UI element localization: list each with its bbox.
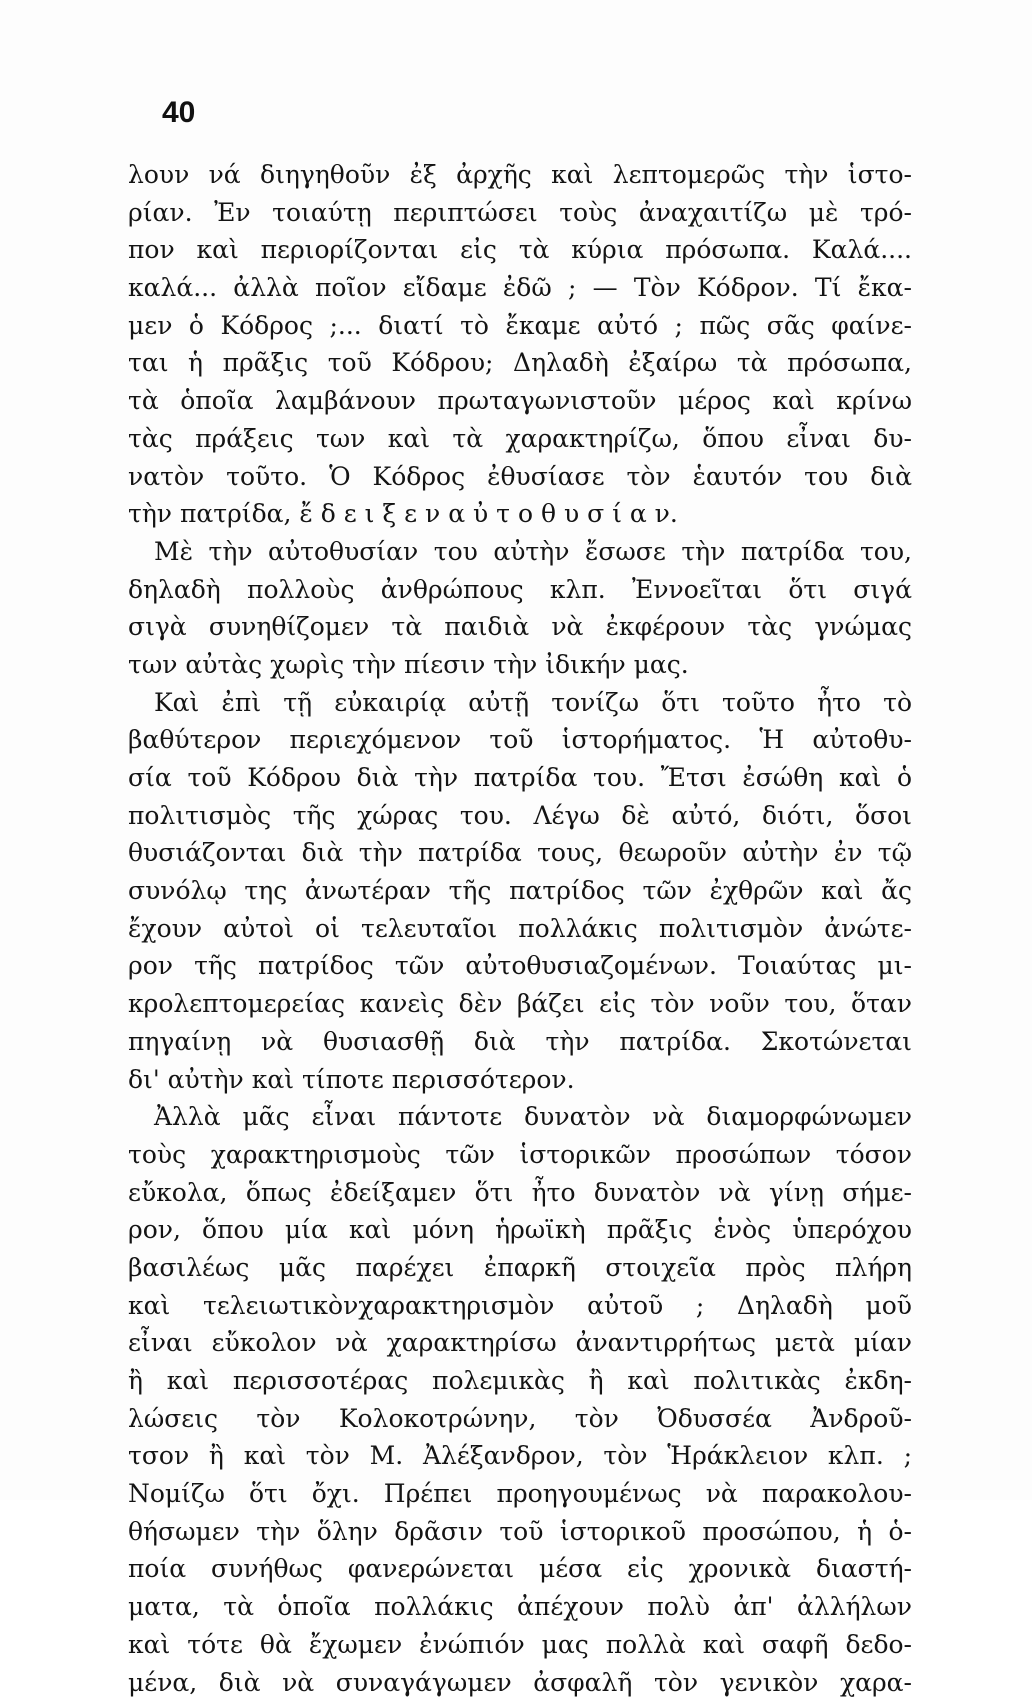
text-line: βασιλέως μᾶς παρέχει ἐπαρκῆ στοιχεῖα πρὸς πλήρη bbox=[128, 1249, 912, 1287]
text-line: ματα, τὰ ὁποῖα πολλάκις ἀπέχουν πολὺ ἀπ' ἀλλήλων bbox=[128, 1588, 912, 1626]
text-line: μένα, διὰ νὰ συναγάγωμεν ἀσφαλῆ τὸν γενικὸν χαρα- bbox=[128, 1664, 912, 1701]
text-line: θήσωμεν τὴν ὅλην δρᾶσιν τοῦ ἱστορικοῦ προσώπου, ἡ ὁ- bbox=[128, 1513, 912, 1551]
text-line: Νομίζω ὅτι ὄχι. Πρέπει προηγουμένως νὰ παρακολου- bbox=[128, 1475, 912, 1513]
text-line: συνόλῳ της ἀνωτέραν τῆς πατρίδος τῶν ἐχθρῶν καὶ ἄς bbox=[128, 872, 912, 910]
text-line: πηγαίνῃ νὰ θυσιασθῇ διὰ τὴν πατρίδα. Σκοτώνεται bbox=[128, 1023, 912, 1061]
text-line: ἢ καὶ περισσοτέρας πολεμικὰς ἢ καὶ πολιτικὰς ἐκδη- bbox=[128, 1362, 912, 1400]
text-line: Ἀλλὰ μᾶς εἶναι πάντοτε δυνατὸν νὰ διαμορφώνωμεν bbox=[128, 1098, 912, 1136]
text-line: τσον ἢ καὶ τὸν Μ. Ἀλέξανδρον, τὸν Ἡράκλειον κλπ. ; bbox=[128, 1437, 912, 1475]
text-line: εὔκολα, ὅπως ἐδείξαμεν ὅτι ἦτο δυνατὸν νὰ γίνῃ σήμε- bbox=[128, 1174, 912, 1212]
text-line: ρον τῆς πατρίδος τῶν αὐτοθυσιαζομένων. Τοιαύτας μι- bbox=[128, 947, 912, 985]
text-line: ἔχουν αὐτοὶ οἱ τελευταῖοι πολλάκις πολιτισμὸν ἀνώτε- bbox=[128, 910, 912, 948]
text-line: νατὸν τοῦτο. Ὁ Κόδρος ἐθυσίασε τὸν ἑαυτόν του διὰ bbox=[128, 458, 912, 496]
body-text bbox=[128, 156, 912, 1701]
text-line: Μὲ τὴν αὐτοθυσίαν του αὐτὴν ἔσωσε τὴν πατρίδα του, bbox=[128, 533, 912, 571]
text-line: ρον, ὅπου μία καὶ μόνη ἡρωϊκὴ πρᾶξις ἑνὸς ὑπερόχου bbox=[128, 1211, 912, 1249]
text-line: τοὺς χαρακτηρισμοὺς τῶν ἱστορικῶν προσώπων τόσον bbox=[128, 1136, 912, 1174]
text-line: καλά... ἀλλὰ ποῖον εἴδαμε ἐδῶ ; — Τὸν Κόδρον. Τί ἔκα- bbox=[128, 269, 912, 307]
text-line: τὰ ὁποῖα λαμβάνουν πρωταγωνιστοῦν μέρος καὶ κρίνω bbox=[128, 382, 912, 420]
text-line: θυσιάζονται διὰ τὴν πατρίδα τους, θεωροῦν αὐτὴν ἐν τῷ bbox=[128, 834, 912, 872]
text-line: ται ἡ πρᾶξις τοῦ Κόδρου; Δηλαδὴ ἐξαίρω τὰ πρόσωπα, bbox=[128, 344, 912, 382]
page-number: 40 bbox=[162, 96, 195, 130]
text-line: πολιτισμὸς τῆς χώρας του. Λέγω δὲ αὐτό, διότι, ὅσοι bbox=[128, 797, 912, 835]
text-line: Καὶ ἐπὶ τῇ εὐκαιρίᾳ αὐτῇ τονίζω ὅτι τοῦτο ἦτο τὸ bbox=[128, 684, 912, 722]
text-line: δι' αὐτὴν καὶ τίποτε περισσότερον. bbox=[128, 1061, 912, 1099]
text-line: δηλαδὴ πολλοὺς ἀνθρώπους κλπ. Ἐννοεῖται ὅτι σιγά bbox=[128, 571, 912, 609]
text-line: τὰς πράξεις των καὶ τὰ χαρακτηρίζω, ὅπου εἶναι δυ- bbox=[128, 420, 912, 458]
text-line: σία τοῦ Κόδρου διὰ τὴν πατρίδα του. Ἔτσι ἐσώθη καὶ ὁ bbox=[128, 759, 912, 797]
text-line: λουν νά διηγηθοῦν ἐξ ἀρχῆς καὶ λεπτομερῶς τὴν ἱστο- bbox=[128, 156, 912, 194]
text-line: καὶ τελειωτικὸνχαρακτηρισμὸν αὐτοῦ ; Δηλαδὴ μοῦ bbox=[128, 1287, 912, 1325]
text-line: ποία συνήθως φανερώνεται μέσα εἰς χρονικὰ διαστή- bbox=[128, 1550, 912, 1588]
text-line: πον καὶ περιορίζονται εἰς τὰ κύρια πρόσωπα. Καλά.... bbox=[128, 231, 912, 269]
text-line: καὶ τότε θὰ ἔχωμεν ἐνώπιόν μας πολλὰ καὶ σαφῆ δεδο- bbox=[128, 1626, 912, 1664]
text-line: εἶναι εὔκολον νὰ χαρακτηρίσω ἀναντιρρήτως μετὰ μίαν bbox=[128, 1324, 912, 1362]
text-line: τὴν πατρίδα, ἔ δ ε ι ξ ε ν α ὐ τ ο θ υ σ ί α ν. bbox=[128, 495, 912, 533]
text-line: των αὐτὰς χωρὶς τὴν πίεσιν τὴν ἰδικήν μας. bbox=[128, 646, 912, 684]
text-line: κρολεπτομερείας κανεὶς δὲν βάζει εἰς τὸν νοῦν του, ὅταν bbox=[128, 985, 912, 1023]
text-line: σιγὰ συνηθίζομεν τὰ παιδιὰ νὰ ἐκφέρουν τὰς γνώμας bbox=[128, 608, 912, 646]
text-line: λώσεις τὸν Κολοκοτρώνην, τὸν Ὀδυσσέα Ἀνδροῦ- bbox=[128, 1400, 912, 1438]
text-line: ρίαν. Ἐν τοιαύτῃ περιπτώσει τοὺς ἀναχαιτίζω μὲ τρό- bbox=[128, 194, 912, 232]
text-line: βαθύτερον περιεχόμενον τοῦ ἱστορήματος. Ἡ αὐτοθυ- bbox=[128, 721, 912, 759]
text-line: μεν ὁ Κόδρος ;... διατί τὸ ἔκαμε αὐτό ; πῶς σᾶς φαίνε- bbox=[128, 307, 912, 345]
